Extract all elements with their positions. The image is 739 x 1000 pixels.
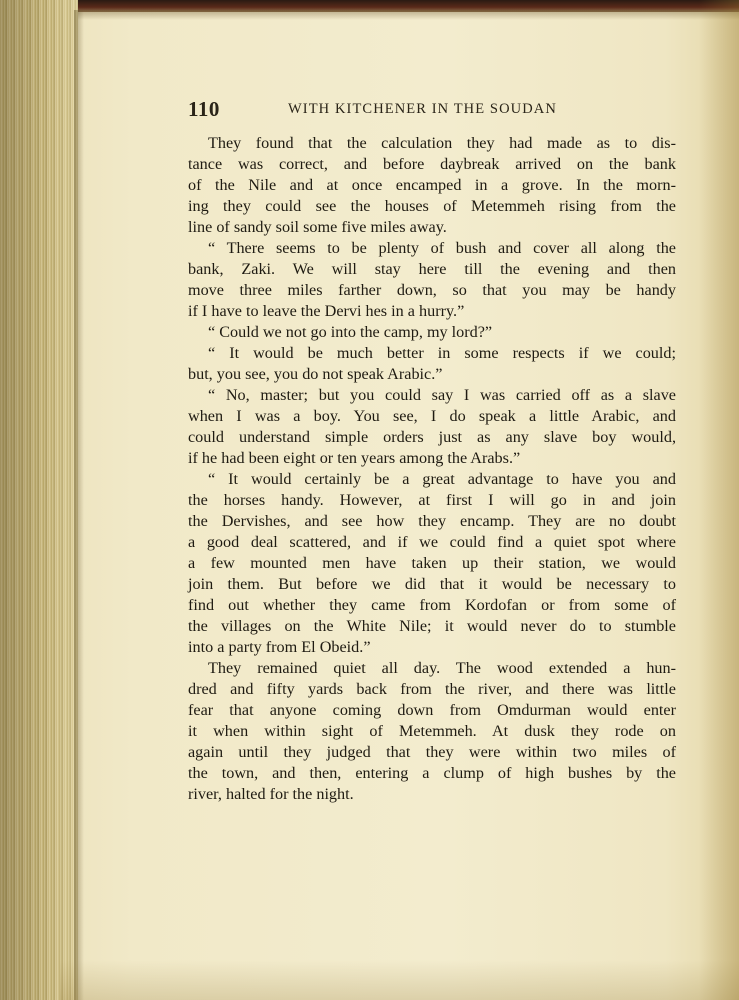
text-line: dred and fifty yards back from the river, and there was little	[188, 680, 676, 698]
page-stack-shading	[0, 0, 78, 1000]
text-line: line of sandy soil some five miles away.	[188, 218, 447, 236]
top-edge-shadow	[60, 10, 739, 20]
text-line: bank, Zaki. We will stay here till the evening and then	[188, 260, 676, 278]
text-line: the Dervishes, and see how they encamp. They are no doubt	[188, 512, 676, 530]
text-line: river, halted for the night.	[188, 785, 354, 803]
text-line: when I was a boy. You see, I do speak a little Arabic, and	[188, 407, 676, 425]
bottom-edge-shadow	[60, 960, 739, 1000]
text-line: if he had been eight or ten years among the Arabs.”	[188, 449, 521, 467]
text-line: “ Could we not go into the camp, my lord?”	[208, 323, 493, 341]
text-line: if I have to leave the Dervi hes in a hurry.”	[188, 302, 465, 320]
running-head: WITH KITCHENER IN THE SOUDAN	[288, 101, 557, 117]
text-line: the villages on the White Nile; it would never do to stumble	[188, 617, 676, 635]
text-line: the town, and then, entering a clump of high bushes by the	[188, 764, 676, 782]
text-line: could understand simple orders just as any slave boy would,	[188, 428, 676, 446]
text-line: into a party from El Obeid.”	[188, 638, 371, 656]
text-line: but, you see, you do not speak Arabic.”	[188, 365, 443, 383]
text-line: a few mounted men have taken up their station, we would	[188, 554, 676, 572]
text-line: join them. But before we did that it would be necessary to	[188, 575, 676, 593]
text-line: tance was correct, and before daybreak arrived on the bank	[188, 155, 676, 173]
text-line: of the Nile and at once encamped in a grove. In the morn-	[188, 176, 676, 194]
binding-gutter	[74, 10, 84, 1000]
text-line: They found that the calculation they had made as to dis-	[208, 134, 676, 152]
body-text	[188, 133, 676, 805]
text-line: ing they could see the houses of Metemmeh rising from the	[188, 197, 676, 215]
page-header	[188, 97, 676, 123]
text-line: a good deal scattered, and if we could find a quiet spot where	[188, 533, 676, 551]
text-line: “ No, master; but you could say I was carried off as a slave	[208, 386, 676, 404]
text-line: move three miles farther down, so that you may be handy	[188, 281, 676, 299]
text-line: “ There seems to be plenty of bush and cover all along the	[208, 239, 676, 257]
text-line: again until they judged that they were within two miles of	[188, 743, 676, 761]
text-line: find out whether they came from Kordofan or from some of	[188, 596, 676, 614]
text-line: the horses handy. However, at first I will go in and join	[188, 491, 676, 509]
text-line: “ It would certainly be a great advantage to have you and	[208, 470, 676, 488]
page-number: 110	[188, 97, 220, 121]
text-line: fear that anyone coming down from Omdurman would enter	[188, 701, 676, 719]
right-edge-shadow	[699, 0, 739, 1000]
text-line: “ It would be much better in some respects if we could;	[208, 344, 676, 362]
text-line: They remained quiet all day. The wood extended a hun-	[208, 659, 676, 677]
text-line: it when within sight of Metemmeh. At dusk they rode on	[188, 722, 676, 740]
